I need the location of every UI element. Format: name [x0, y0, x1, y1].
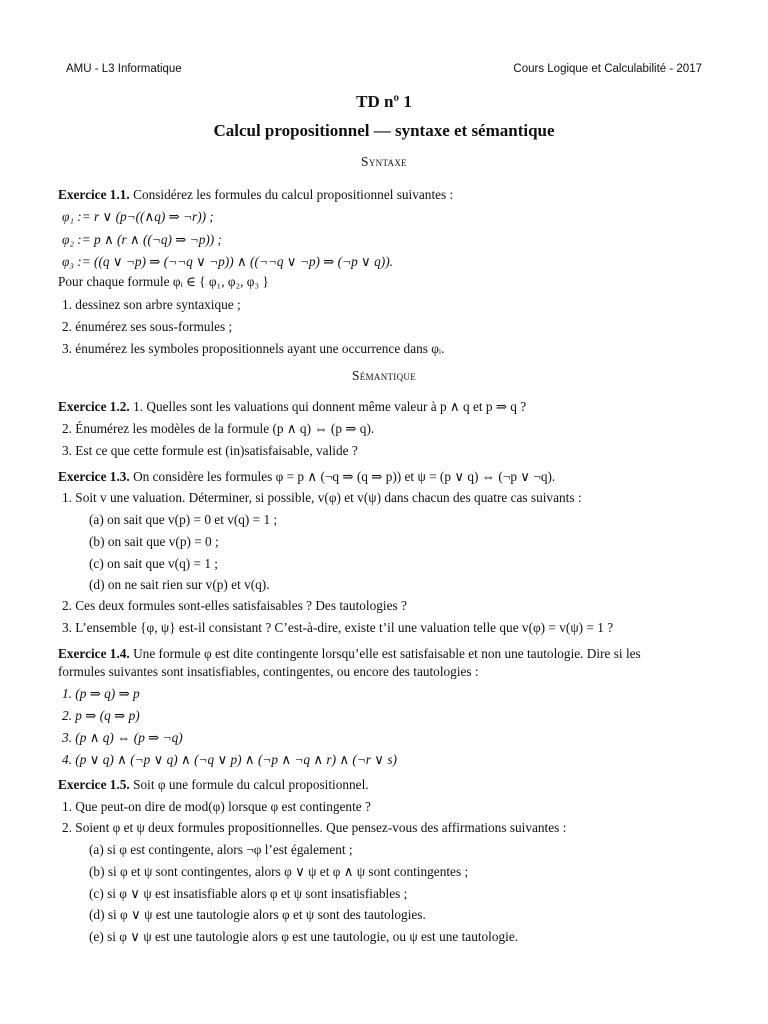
section-syntaxe-heading: Syntaxe — [361, 154, 407, 169]
exercise-1-4-text-1: Une formule φ est dite contingente lorsqu’elle est satisfaisable et non une tautologie. Dire si les — [133, 646, 641, 661]
exercise-1-3-case-c: (c) on sait que v(q) = 1 ; — [89, 556, 218, 571]
exercise-1-5-item-2: 2. Soient φ et ψ deux formules propositionnelles. Que pensez-vous des affirmations suivantes : — [62, 820, 567, 835]
exercise-1-3-item-3: 3. L’ensemble {φ, ψ} est-il consistant ? C’est-à-dire, existe t’il une valuation telle que v(φ) = v(ψ) = 1 ? — [62, 620, 614, 635]
exercise-1-2-item-3: 3. Est ce que cette formule est (in)satisfaisable, valide ? — [62, 443, 358, 458]
exercise-1-3-case-b: (b) on sait que v(p) = 0 ; — [89, 534, 219, 549]
exercise-1-3-text: On considère les formules φ = p ∧ (¬q ⇒ (q ⇒ p)) et ψ = (p ∨ q) ⇔ (¬p ∨ ¬q). — [133, 469, 556, 484]
document-title: Calcul propositionnel — syntaxe et sémantique — [213, 121, 555, 140]
exercise-1-3-intro — [58, 469, 555, 485]
formula-phi1: φ₁ := r ∨ (p¬((∧q) ⇒ ¬r)) ; — [62, 209, 214, 224]
exercise-1-5-case-b: (b) si φ et ψ sont contingentes, alors φ ∨ ψ et φ ∧ ψ sont contingentes ; — [89, 864, 469, 879]
exercise-1-4-intro — [58, 646, 641, 662]
for-each-formula: Pour chaque formule φᵢ ∈ { φ₁, φ₂, φ₃ } — [58, 274, 269, 289]
exercise-1-5-label: Exercice 1.5. — [58, 777, 130, 792]
exercise-1-5-case-a: (a) si φ est contingente, alors ¬φ l’est également ; — [89, 842, 353, 857]
exercise-1-3-label: Exercice 1.3. — [58, 469, 130, 484]
exercise-1-4-item-3: 3. (p ∧ q) ⇔ (p ⇒ ¬q) — [62, 730, 183, 745]
exercise-1-4-item-2: 2. p ⇒ (q ⇒ p) — [62, 708, 140, 723]
header-course-title: Cours Logique et Calculabilité - 2017 — [513, 63, 702, 75]
exercise-1-1-item-1: 1. dessinez son arbre syntaxique ; — [62, 297, 241, 312]
section-semantique-heading: Sémantique — [352, 368, 416, 383]
exercise-1-5-intro — [58, 777, 369, 793]
exercise-1-1-label: Exercice 1.1. — [58, 187, 130, 202]
exercise-1-4-text-2: formules suivantes sont insatisfiables, contingentes, ou encore des tautologies : — [58, 664, 479, 679]
exercise-1-5-case-e: (e) si φ ∨ ψ est une tautologie alors φ est une tautologie, ou ψ est une tautologie. — [89, 929, 519, 944]
exercise-1-4-label: Exercice 1.4. — [58, 646, 130, 661]
header-course-level: AMU - L3 Informatique — [66, 63, 182, 75]
exercise-1-3-item-1: 1. Soit v une valuation. Déterminer, si possible, v(φ) et v(ψ) dans chacun des quatre cas suivants : — [62, 490, 582, 505]
exercise-1-1-item-3: 3. énumérez les symboles propositionnels ayant une occurrence dans φᵢ. — [62, 341, 445, 356]
formula-phi3: φ₃ := ((q ∨ ¬p) ⇒ (¬¬q ∨ ¬p)) ∧ ((¬¬q ∨ ¬p) ⇒ (¬p ∨ q)). — [62, 254, 393, 269]
exercise-1-3-case-d: (d) on ne sait rien sur v(p) et v(q). — [89, 577, 270, 592]
exercise-1-3-item-2: 2. Ces deux formules sont-elles satisfaisables ? Des tautologies ? — [62, 598, 407, 613]
exercise-1-1-item-2: 2. énumérez ses sous-formules ; — [62, 319, 233, 334]
exercise-1-2-intro — [58, 399, 526, 415]
exercise-1-5-case-d: (d) si φ ∨ ψ est une tautologie alors φ et ψ sont des tautologies. — [89, 907, 426, 922]
exercise-1-4-item-4: 4. (p ∨ q) ∧ (¬p ∨ q) ∧ (¬q ∨ p) ∧ (¬p ∧ ¬q ∧ r) ∧ (¬r ∨ s) — [62, 752, 397, 767]
exercise-1-1-text: Considérez les formules du calcul propositionnel suivantes : — [133, 187, 454, 202]
exercise-1-1-intro — [58, 187, 453, 203]
td-number: TD nº 1 — [356, 92, 412, 111]
exercise-1-2-item-2: 2. Énumérez les modèles de la formule (p ∧ q) ⇔ (p ⇒ q). — [62, 421, 375, 436]
exercise-1-2-item-1: 1. Quelles sont les valuations qui donnent même valeur à p ∧ q et p ⇒ q ? — [133, 399, 527, 414]
exercise-1-2-label: Exercice 1.2. — [58, 399, 130, 414]
exercise-1-5-text: Soit φ une formule du calcul propositionnel. — [133, 777, 369, 792]
exercise-1-5-item-1: 1. Que peut-on dire de mod(φ) lorsque φ est contingente ? — [62, 799, 371, 814]
exercise-1-5-case-c: (c) si φ ∨ ψ est insatisfiable alors φ et ψ sont insatisfiables ; — [89, 886, 408, 901]
exercise-1-4-item-1: 1. (p ⇒ q) ⇒ p — [62, 686, 140, 701]
exercise-1-3-case-a: (a) on sait que v(p) = 0 et v(q) = 1 ; — [89, 512, 278, 527]
formula-phi2: φ₂ := p ∧ (r ∧ ((¬q) ⇒ ¬p)) ; — [62, 232, 222, 247]
